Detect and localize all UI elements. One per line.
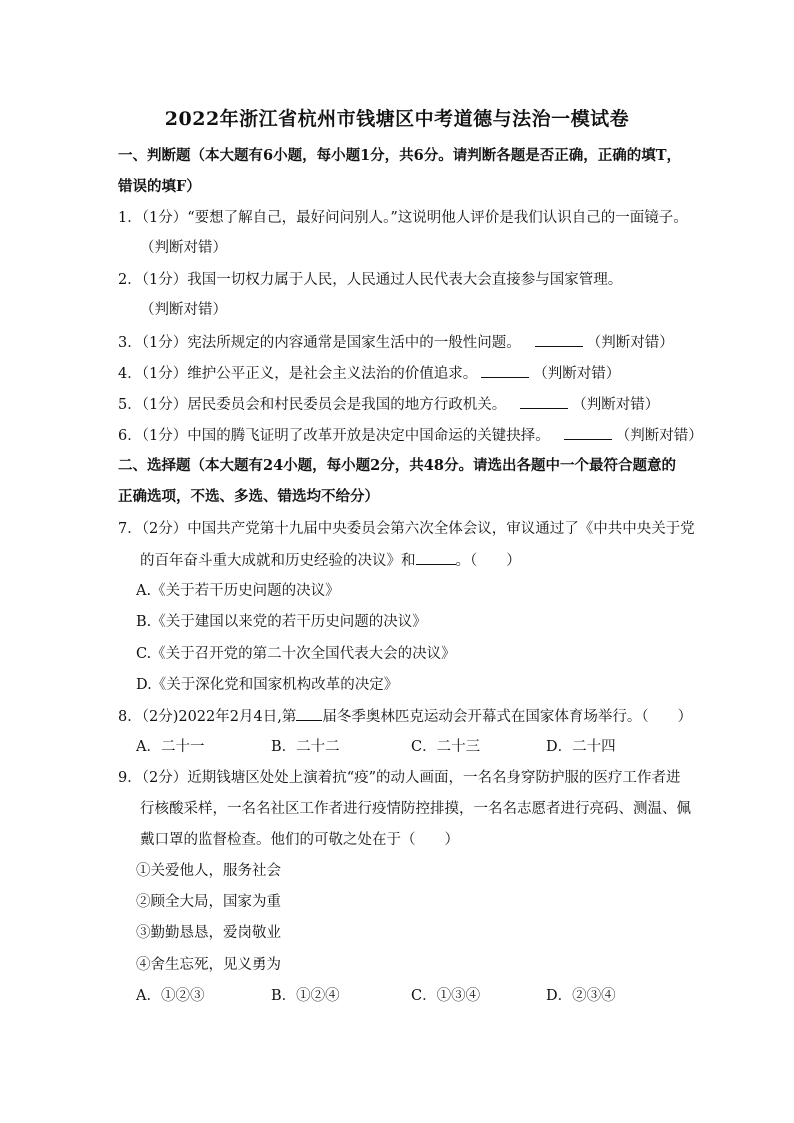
answer-blank[interactable] bbox=[296, 706, 322, 721]
question-number: 3．（1分） bbox=[118, 335, 188, 351]
question-number: 6．（1分） bbox=[118, 428, 188, 444]
choice-question-7: 7．（2分）中国共产党第十九届中央委员会第六次全体会议，审议通过了《中共中央关于党 bbox=[118, 521, 695, 537]
option-a[interactable]: A．①②③ bbox=[136, 988, 205, 1004]
option-b[interactable]: B．二十二 bbox=[271, 739, 340, 755]
question-hint: （判断对错） bbox=[586, 335, 674, 351]
page-title: 2022年浙江省杭州市钱塘区中考道德与法治一模试卷 bbox=[164, 108, 630, 130]
section2-heading-cont: 正确选项，不选、多选、错选均不给分） bbox=[118, 488, 379, 505]
judge-question-6 bbox=[118, 425, 703, 446]
option-a[interactable]: A.《关于若干历史问题的决议》 bbox=[136, 583, 340, 599]
option-a[interactable]: A．二十一 bbox=[136, 739, 205, 755]
question-text: 的百年奋斗重大成就和历史经验的决议》和 bbox=[140, 553, 416, 569]
question-text: 我国一切权力属于人民，人民通过人民代表大会直接参与国家管理。 bbox=[187, 272, 623, 288]
statement-1: ①关爱他人，服务社会 bbox=[136, 863, 281, 879]
judge-question-2 bbox=[118, 270, 622, 290]
choice-question-9-cont: 行核酸采样，一名名社区工作者进行疫情防控排摸，一名名志愿者进行亮码、测温、佩 bbox=[140, 801, 691, 817]
statement-3: ③勤勤恳恳，爱岗敬业 bbox=[136, 925, 281, 941]
option-d[interactable]: D．二十四 bbox=[546, 739, 616, 755]
section1-heading: 一、判断题（本大题有6小题，每小题1分，共6分。请判断各题是否正确，正确的填T， bbox=[118, 147, 682, 164]
judge-question-2-hint: （判断对错） bbox=[140, 302, 227, 318]
option-b[interactable]: B．①②④ bbox=[271, 988, 340, 1004]
question-number: 1．（1分） bbox=[118, 210, 188, 226]
question-hint: （判断对错） bbox=[572, 397, 660, 413]
answer-blank[interactable] bbox=[564, 425, 612, 440]
answer-blank[interactable] bbox=[416, 550, 456, 565]
answer-blank[interactable] bbox=[535, 332, 583, 347]
question-number: 5．（1分） bbox=[118, 397, 188, 413]
question-text: 居民委员会和村民委员会是我国的地方行政机关。 bbox=[187, 397, 507, 413]
judge-question-1-hint: （判断对错） bbox=[140, 240, 227, 256]
statement-4: ④舍生忘死，见义勇为 bbox=[136, 957, 281, 973]
judge-question-4 bbox=[118, 363, 620, 384]
question-text-cont: 届冬季奥林匹克运动会开幕式在国家体育场举行。（ ） bbox=[322, 709, 693, 725]
judge-question-1 bbox=[118, 208, 688, 228]
section2-heading: 二、选择题（本大题有24小题，每小题2分，共48分。请选出各题中一个最符合题意的 bbox=[118, 457, 676, 474]
question-hint: （判断对错） bbox=[533, 366, 621, 382]
answer-blank[interactable] bbox=[520, 394, 568, 409]
question-text: “要想了解自己，最好问问别人。”这说明他人评价是我们认识自己的一面镜子。 bbox=[187, 210, 688, 226]
option-d[interactable]: D．②③④ bbox=[546, 988, 616, 1004]
choice-question-7-cont bbox=[140, 550, 521, 571]
option-c[interactable]: C．二十三 bbox=[411, 739, 481, 755]
question-number: 2．（1分） bbox=[118, 272, 188, 288]
question-text: 宪法所规定的内容通常是国家生活中的一般性问题。 bbox=[187, 335, 521, 351]
question-hint: （判断对错） bbox=[615, 428, 703, 444]
question-number: 4．（1分） bbox=[118, 366, 188, 382]
option-c[interactable]: C．①③④ bbox=[411, 988, 481, 1004]
choice-question-8 bbox=[118, 706, 692, 727]
section1-heading-cont: 错误的填F） bbox=[118, 178, 201, 195]
answer-blank[interactable] bbox=[481, 363, 529, 378]
question-text: 维护公平正义，是社会主义法治的价值追求。 bbox=[187, 366, 478, 382]
option-c[interactable]: C.《关于召开党的第二十次全国代表大会的决议》 bbox=[136, 646, 456, 662]
answer-bracket: 。（ ） bbox=[455, 553, 521, 569]
statement-2: ②顾全大局，国家为重 bbox=[136, 894, 281, 910]
option-b[interactable]: B.《关于建国以来党的若干历史问题的决议》 bbox=[136, 614, 427, 630]
option-d[interactable]: D.《关于深化党和国家机构改革的决定》 bbox=[136, 677, 399, 693]
choice-question-9-cont2: 戴口罩的监督检查。他们的可敬之处在于（ ） bbox=[140, 832, 459, 848]
question-text: 8．（2分)2022年2月4日,第 bbox=[118, 709, 297, 725]
judge-question-5 bbox=[118, 394, 659, 415]
choice-question-9: 9．（2分）近期钱塘区处处上演着抗“疫”的动人画面，一名名身穿防护服的医疗工作者进 bbox=[118, 770, 681, 786]
judge-question-3 bbox=[118, 332, 674, 353]
question-text: 中国的腾飞证明了改革开放是决定中国命运的关键抉择。 bbox=[187, 428, 550, 444]
